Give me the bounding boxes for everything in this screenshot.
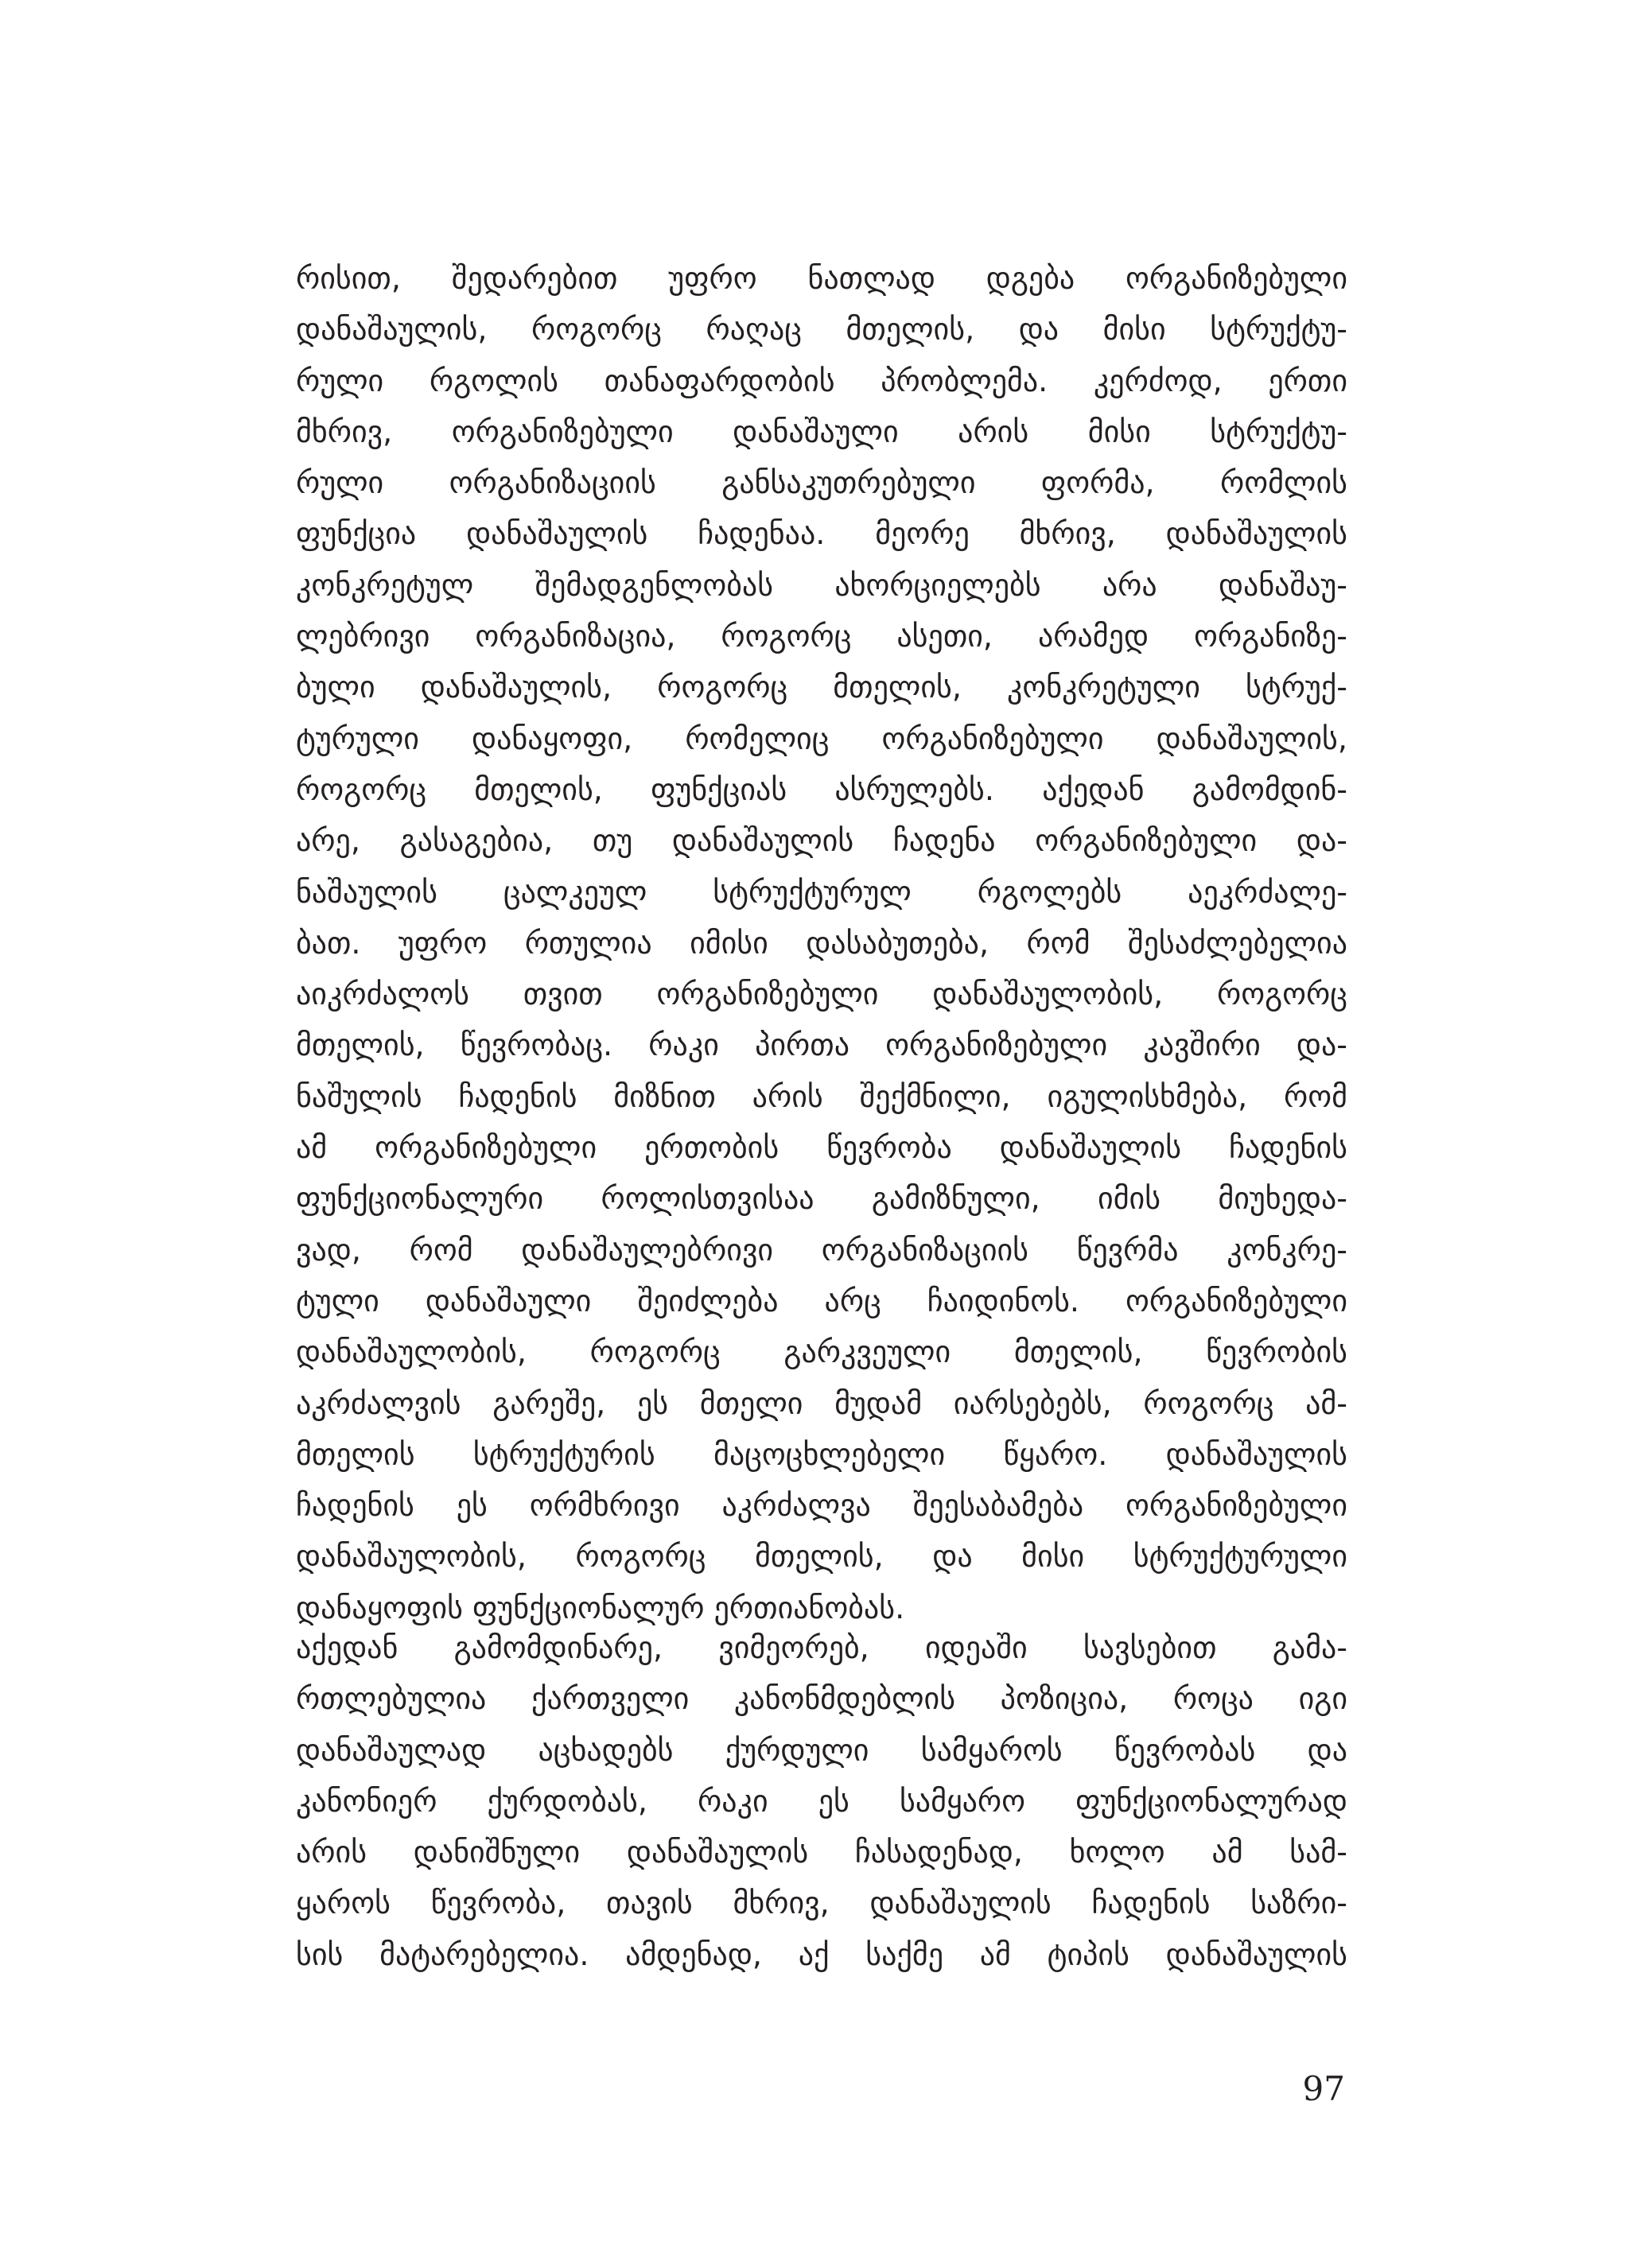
text-line: დანაშაულის, როგორც რაღაც მთელის, და მისი სტრუქტუ- — [296, 312, 1347, 348]
text-line: რთლებულია ქართველი კანონმდებლის პოზიცია, როცა იგი — [296, 1681, 1347, 1717]
text-line: აიკრძალოს თვით ორგანიზებული დანაშაულობის, როგორც — [296, 977, 1347, 1012]
text-line: მხრივ, ორგანიზებული დანაშაული არის მისი სტრუქტუ- — [296, 414, 1347, 449]
text-line: არის დანიშნული დანაშაულის ჩასადენად, ხოლო ამ სამ- — [296, 1835, 1347, 1870]
text-line: ლებრივი ორგანიზაცია, როგორც ასეთი, არამედ ორგანიზე- — [296, 619, 1347, 654]
text-line: მთელის, წევრობაც. რაკი პირთა ორგანიზებული კავშირი და- — [296, 1027, 1347, 1063]
text-line: ჩადენის ეს ორმხრივი აკრძალვა შეესაბამება ორგანიზებული — [296, 1488, 1347, 1524]
text-line: რისით, შედარებით უფრო ნათლად დგება ორგანიზებული — [296, 261, 1347, 296]
text-line: ბათ. უფრო რთულია იმისი დასაბუთება, რომ შესაძლებელია — [296, 925, 1347, 961]
text-line: ბული დანაშაულის, როგორც მთელის, კონკრეტული სტრუქ- — [296, 670, 1347, 705]
text-line: მთელის სტრუქტურის მაცოცხლებელი წყარო. დანაშაულის — [296, 1436, 1347, 1472]
paragraph-2 — [296, 1622, 1347, 1980]
text-line: რული ორგანიზაციის განსაკუთრებული ფორმა, რომლის — [296, 465, 1347, 501]
text-line: ტული დანაშაული შეიძლება არც ჩაიდინოს. ორგანიზებული — [296, 1283, 1347, 1318]
text-line: ვად, რომ დანაშაულებრივი ორგანიზაციის წევრმა კონკრე- — [296, 1232, 1347, 1268]
text-line: რული რგოლის თანაფარდობის პრობლემა. კერძოდ, ერთი — [296, 363, 1347, 398]
text-line: არე, გასაგებია, თუ დანაშაულის ჩადენა ორგანიზებული და- — [296, 823, 1347, 859]
text-line: სის მატარებელია. ამდენად, აქ საქმე ამ ტიპის დანაშაულის — [296, 1936, 1347, 1972]
text-line: ყაროს წევრობა, თავის მხრივ, დანაშაულის ჩადენის საზრი- — [296, 1885, 1347, 1921]
text-line: ნაშაულის ცალკეულ სტრუქტურულ რგოლებს აეკრძალე- — [296, 874, 1347, 910]
page-number: 97 — [1302, 2069, 1345, 2108]
text-line: ფუნქციონალური როლისთვისაა გამიზნული, იმის მიუხედა- — [296, 1181, 1347, 1217]
text-line: ამ ორგანიზებული ერთობის წევრობა დანაშაულის ჩადენის — [296, 1130, 1347, 1166]
text-line: დანაშაულობის, როგორც გარკვეული მთელის, წევრობის — [296, 1334, 1347, 1370]
text-line: დანაშაულობის, როგორც მთელის, და მისი სტრუქტურული — [296, 1539, 1347, 1575]
text-line: როგორც მთელის, ფუნქციას ასრულებს. აქედან გამომდინ- — [296, 771, 1347, 807]
text-line: დანაყოფის ფუნქციონალურ ერთიანობას. — [296, 1590, 905, 1625]
text-line: ფუნქცია დანაშაულის ჩადენაა. მეორე მხრივ, დანაშაულის — [296, 516, 1347, 552]
text-line: აკრძალვის გარეშე, ეს მთელი მუდამ იარსებებს, როგორც ამ- — [296, 1385, 1347, 1421]
paragraph-1 — [296, 253, 1347, 1633]
text-line: დანაშაულად აცხადებს ქურდული სამყაროს წევრობას და — [296, 1732, 1347, 1768]
text-line: კანონიერ ქურდობას, რაკი ეს სამყარო ფუნქციონალურად — [296, 1783, 1347, 1819]
text-line: აქედან გამომდინარე, ვიმეორებ, იდეაში სავსებით გამა- — [296, 1630, 1347, 1665]
text-line: ტურული დანაყოფი, რომელიც ორგანიზებული დანაშაულის, — [296, 720, 1347, 756]
text-line: ნაშულის ჩადენის მიზნით არის შექმნილი, იგულისხმება, რომ — [296, 1078, 1347, 1114]
text-line: კონკრეტულ შემადგენლობას ახორციელებს არა დანაშაუ- — [296, 567, 1347, 603]
